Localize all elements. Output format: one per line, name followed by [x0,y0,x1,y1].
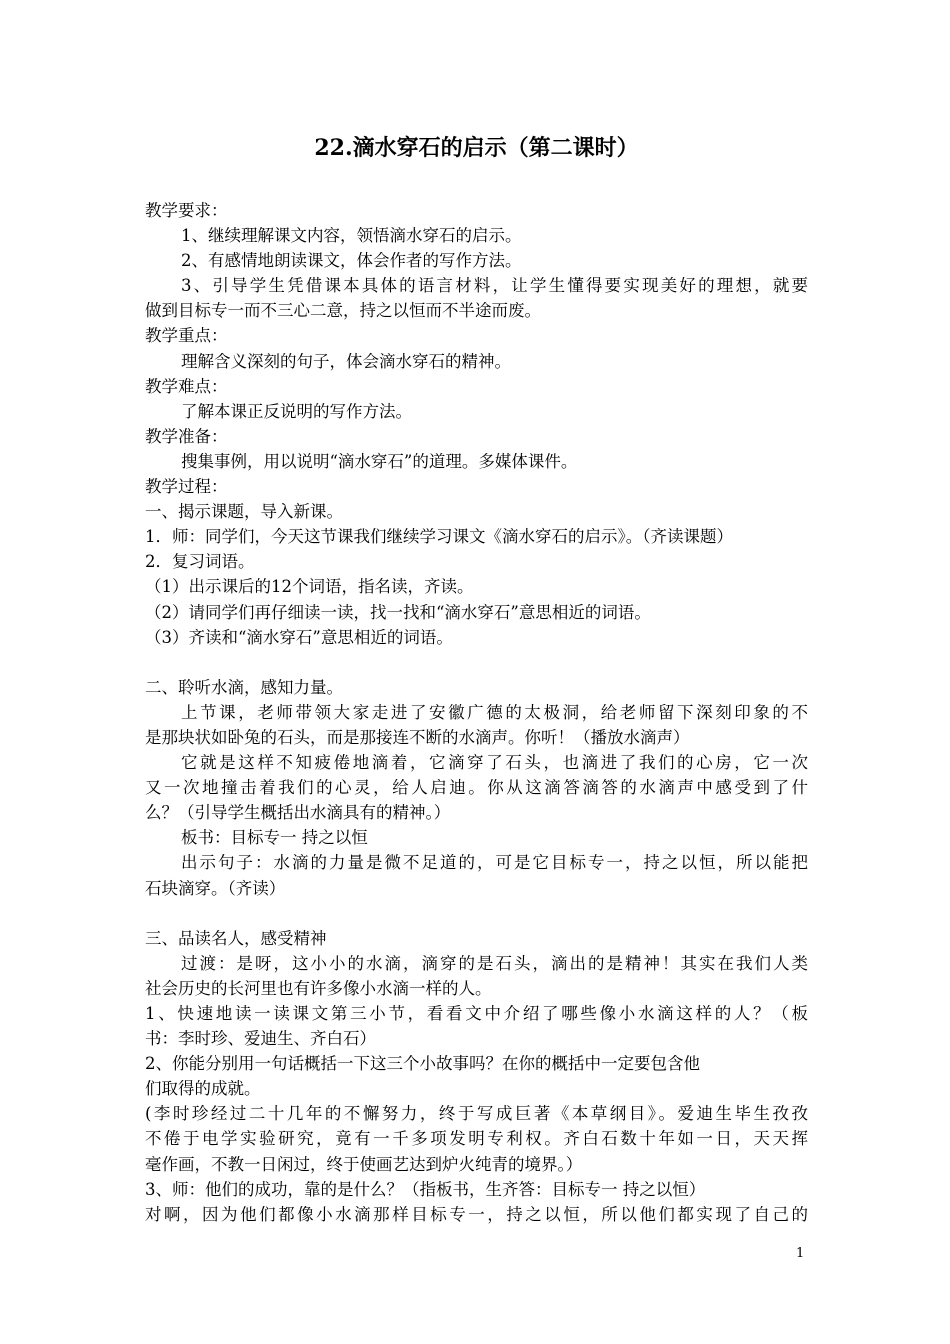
blackboard-note: 板书：目标专一 持之以恒 [181,828,368,848]
paragraph: 1、继续理解课文内容，领悟滴水穿石的启示。 [181,226,522,246]
section-heading: 三、品读名人，感受精神 [145,928,327,948]
paragraph: （1）出示课后的12个词语，指名读，齐读。 [145,577,474,597]
heading-requirements: 教学要求： [145,201,228,220]
paragraph: 们取得的成就。 [145,1079,261,1099]
paragraph: (李时珍经过二十几年的不懈努力，终于写成巨著《本草纲目》。爱迪生毕生孜孜 [145,1104,808,1124]
paragraph: 3、引导学生凭借课本具体的语言材料，让学生懂得要实现美好的理想，就要 [181,276,808,296]
heading-difficulties: 教学难点： [145,376,228,396]
paragraph: （2）请同学们再仔细读一读，找一找和“滴水穿石”意思相近的词语。 [145,602,651,622]
paragraph: 么？（引导学生概括出水滴具有的精神。） [145,803,451,823]
paragraph: 又一次地撞击着我们的心灵，给人启迪。你从这滴答滴答的水滴声中感受到了什 [145,778,808,798]
paragraph: 3、师：他们的成功，靠的是什么？（指板书，生齐答：目标专一 持之以恒） [145,1179,706,1199]
document-body [145,198,808,1227]
paragraph: 了解本课正反说明的写作方法。 [181,401,412,421]
paragraph: 1．师：同学们，今天这节课我们继续学习课文《滴水穿石的启示》。（齐读课题） [145,527,733,547]
page-title: 22.滴水穿石的启示（第二课时） [314,135,639,161]
paragraph: 2、有感情地朗读课文，体会作者的写作方法。 [181,251,522,271]
paragraph: 毫作画，不教一日闲过，终于使画艺达到炉火纯青的境界。） [145,1154,583,1174]
section-heading: 二、聆听水滴，感知力量。 [145,677,343,697]
paragraph: 是那块状如卧兔的石头，而是那接连不断的水滴声。你听！（播放水滴声） [145,727,690,747]
paragraph: 做到目标专一而不三心二意，持之以恒而不半途而废。 [145,301,541,321]
paragraph: 1、快速地读一读课文第三小节，看看文中介绍了哪些像小水滴这样的人？（板 [145,1004,808,1023]
page-number: 1 [796,1246,805,1261]
paragraph: 不倦于电学实验研究，竟有一千多项发明专利权。齐白石数十年如一日，天天挥 [145,1129,808,1149]
heading-process: 教学过程： [145,477,228,497]
paragraph: 上节课，老师带领大家走进了安徽广德的太极洞，给老师留下深刻印象的不 [181,702,808,722]
paragraph: 出示句子：水滴的力量是微不足道的，可是它目标专一，持之以恒，所以能把 [181,853,808,873]
paragraph: 社会历史的长河里也有许多像小水滴一样的人。 [145,978,492,998]
paragraph: 理解含义深刻的句子，体会滴水穿石的精神。 [181,351,511,371]
paragraph: 2．复习词语。 [145,552,255,572]
heading-preparation: 教学准备： [145,426,228,446]
paragraph: 搜集事例，用以说明“滴水穿石”的道理。多媒体课件。 [181,451,578,471]
heading-key-points: 教学重点： [145,326,228,346]
paragraph: 它就是这样不知疲倦地滴着，它滴穿了石头，也滴进了我们的心房，它一次 [181,753,808,773]
paragraph: 过渡：是呀，这小小的水滴，滴穿的是石头，滴出的是精神！其实在我们人类 [181,953,808,973]
paragraph: 对啊，因为他们都像小水滴那样目标专一，持之以恒，所以他们都实现了自己的 [145,1204,808,1224]
section-heading: 一、揭示课题，导入新课。 [145,502,343,522]
paragraph: 石块滴穿。（齐读） [145,878,286,898]
paragraph: 2、你能分别用一句话概括一下这三个小故事吗？在你的概括中一定要包含他 [145,1054,700,1074]
paragraph: 书：李时珍、爱迪生、齐白石） [145,1029,376,1049]
paragraph: （3）齐读和“滴水穿石”意思相近的词语。 [145,627,453,647]
blank-line [145,650,808,675]
blank-line [145,901,808,926]
